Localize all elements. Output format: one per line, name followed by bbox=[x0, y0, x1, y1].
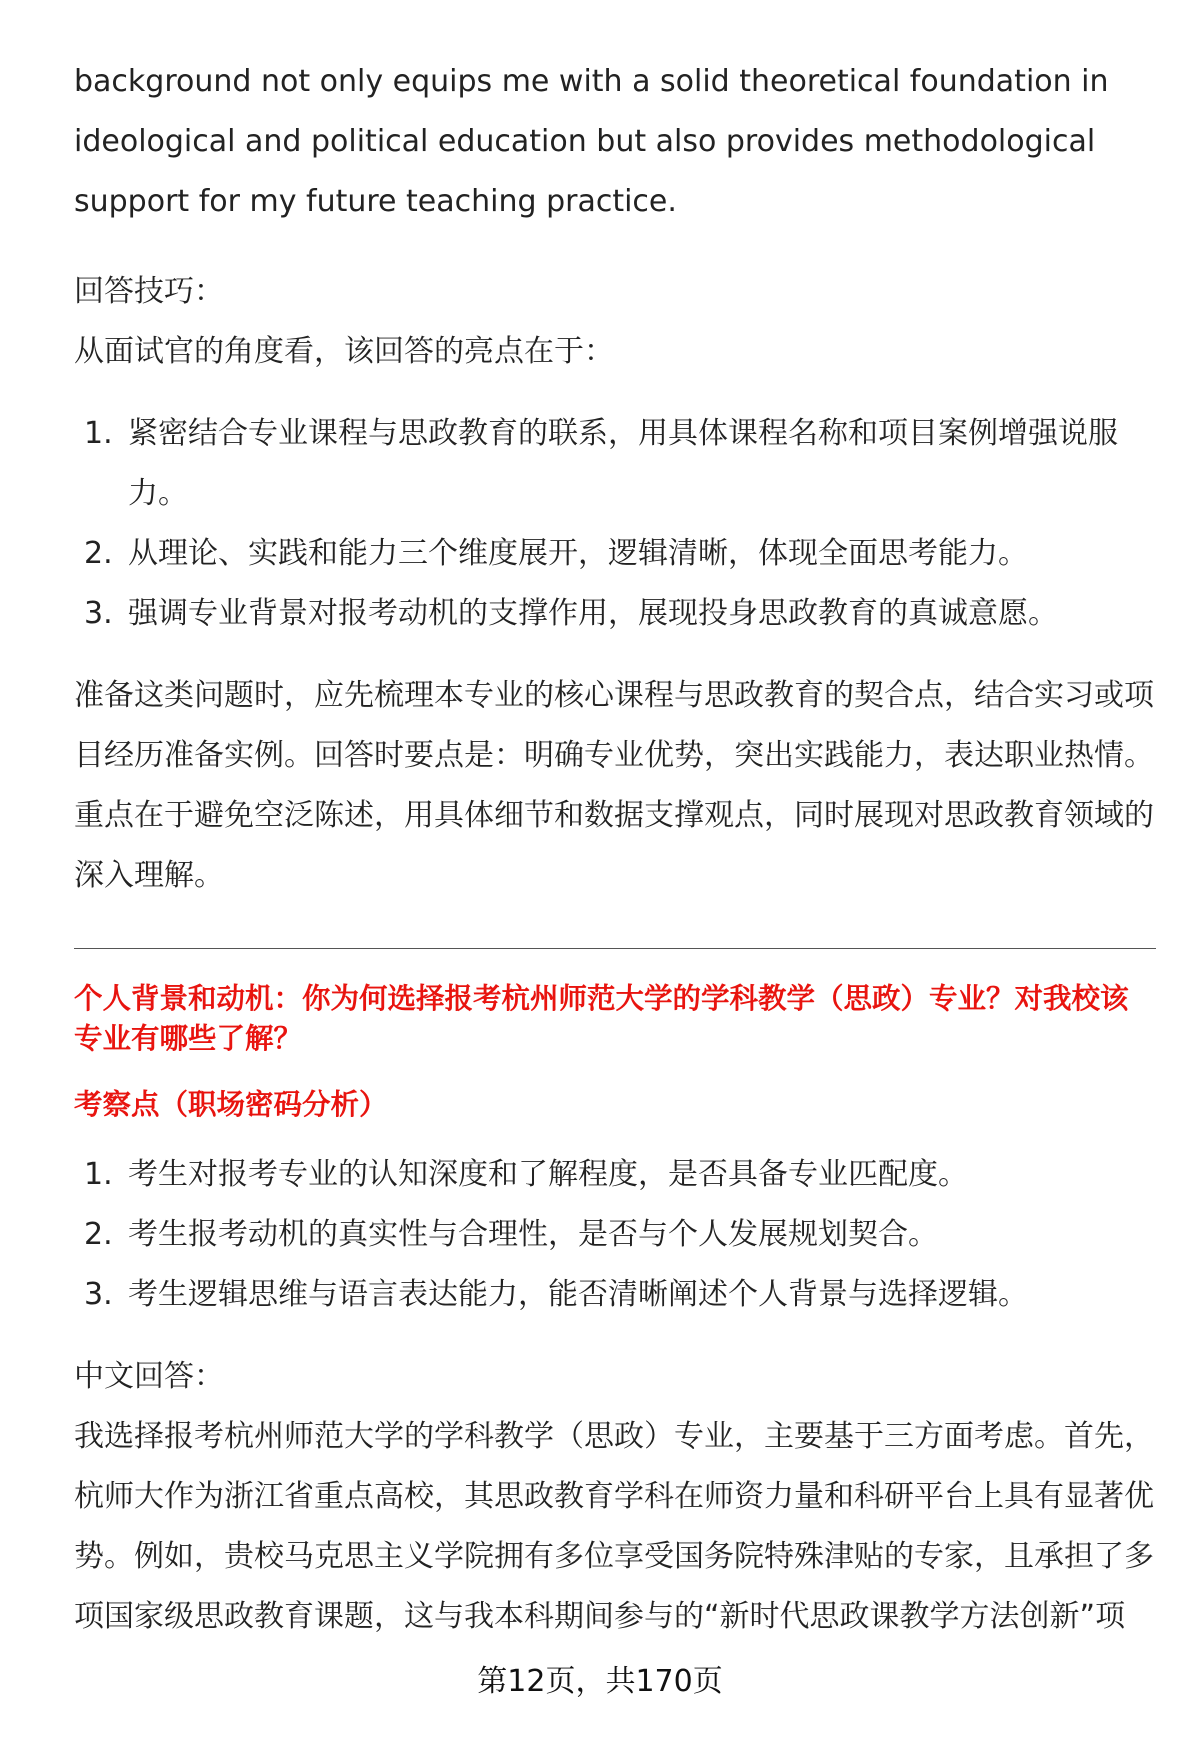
analysis-title: 考察点（职场密码分析） bbox=[74, 1088, 388, 1121]
list-number: 2. bbox=[84, 1217, 113, 1252]
analysis-list bbox=[74, 1145, 1156, 1325]
list-item bbox=[74, 1205, 1156, 1265]
question-title: 个人背景和动机：你为何选择报考杭州师范大学的学科教学（思政）专业？对我校该专业有哪些了解？ bbox=[74, 982, 1129, 1055]
list-item-text: 考生对报考专业的认知深度和了解程度，是否具备专业匹配度。 bbox=[128, 1157, 968, 1192]
tips-list bbox=[74, 404, 1156, 644]
list-item-text: 考生逻辑思维与语言表达能力，能否清晰阐述个人背景与选择逻辑。 bbox=[128, 1277, 1028, 1312]
list-number: 2. bbox=[84, 536, 113, 571]
english-answer-paragraph: background not only equips me with a solid theoretical foundation in ideological and political education but also provides methodological support for my future teaching practice. bbox=[74, 64, 1109, 219]
chinese-answer-text: 我选择报考杭州师范大学的学科教学（思政）专业，主要基于三方面考虑。首先，杭师大作为浙江省重点高校，其思政教育学科在师资力量和科研平台上具有显著优势。例如，贵校马克思主义学院拥有多位享受国务院特殊津贴的专家，且承担了多项国家级思政教育课题，这与我本科期间参与的“新时代思政课教学方法创新”项 bbox=[74, 1419, 1154, 1634]
chinese-answer-label: 中文回答： bbox=[74, 1359, 224, 1394]
list-number: 3. bbox=[84, 1277, 113, 1312]
list-item bbox=[74, 1265, 1156, 1325]
list-item-text: 从理论、实践和能力三个维度展开，逻辑清晰，体现全面思考能力。 bbox=[128, 536, 1028, 571]
tips-intro: 从面试官的角度看，该回答的亮点在于： bbox=[74, 334, 614, 369]
page-content bbox=[74, 52, 1156, 1647]
list-number: 3. bbox=[84, 596, 113, 631]
list-item bbox=[74, 1145, 1156, 1205]
tips-label: 回答技巧： bbox=[74, 274, 224, 309]
list-number: 1. bbox=[84, 416, 113, 451]
list-item bbox=[74, 404, 1156, 524]
list-item-text: 考生报考动机的真实性与合理性，是否与个人发展规划契合。 bbox=[128, 1217, 938, 1252]
list-number: 1. bbox=[84, 1157, 113, 1192]
preparation-paragraph: 准备这类问题时，应先梳理本专业的核心课程与思政教育的契合点，结合实习或项目经历准备实例。回答时要点是：明确专业优势，突出实践能力，表达职业热情。重点在于避免空泛陈述，用具体细节和数据支撑观点，同时展现对思政教育领域的深入理解。 bbox=[74, 678, 1154, 893]
list-item-text: 紧密结合专业课程与思政教育的联系，用具体课程名称和项目案例增强说服力。 bbox=[128, 416, 1118, 511]
list-item-text: 强调专业背景对报考动机的支撑作用，展现投身思政教育的真诚意愿。 bbox=[128, 596, 1058, 631]
list-item bbox=[74, 524, 1156, 584]
list-item bbox=[74, 584, 1156, 644]
page-number-footer: 第12页，共170页 bbox=[477, 1664, 723, 1699]
